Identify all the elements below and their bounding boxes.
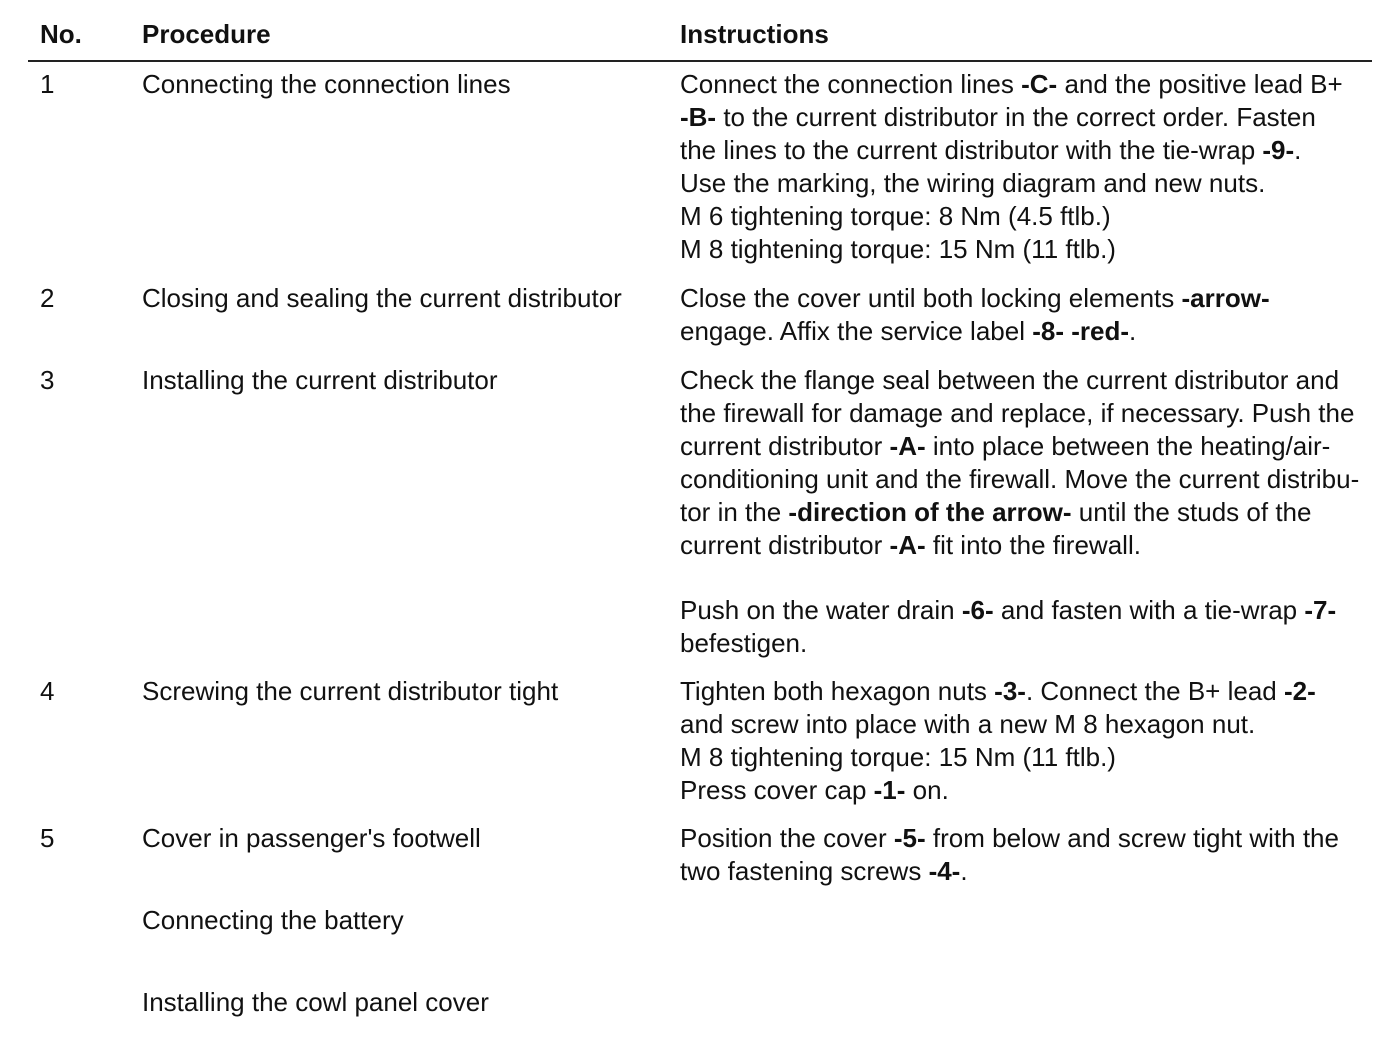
instruction-text: and fasten with a tie-wrap (993, 595, 1305, 625)
instruction-line (680, 282, 1370, 315)
part-reference: -3- (994, 676, 1026, 706)
instruction-text: current distributor (680, 431, 890, 461)
instruction-text: two fastening screws (680, 856, 929, 886)
instruction-text: tor in the (680, 497, 789, 527)
step-instructions (680, 282, 1370, 348)
instruction-text: to the current distributor in the correct order. Fasten (716, 102, 1316, 132)
instruction-text: M 6 tightening torque: 8 Nm (4.5 ftlb.) (680, 201, 1111, 231)
instruction-line (680, 397, 1370, 430)
instruction-text: current distributor (680, 530, 890, 560)
step-procedure: Installing the current distributor (142, 365, 498, 395)
instruction-line (680, 463, 1370, 496)
instruction-line (680, 233, 1370, 266)
instruction-line (680, 134, 1370, 167)
step-number: 2 (40, 283, 55, 313)
instruction-text: . Connect the B+ lead (1025, 676, 1284, 706)
instruction-text: Close the cover until both locking elements (680, 283, 1182, 313)
header-divider (28, 60, 1372, 62)
instruction-line (680, 68, 1370, 101)
part-reference: -red- (1071, 316, 1129, 346)
instruction-text: and the positive lead B+ (1057, 69, 1343, 99)
header-instructions: Instructions (680, 19, 829, 49)
part-reference: -A- (889, 431, 926, 461)
step-instructions (680, 364, 1370, 660)
instruction-line (680, 708, 1370, 741)
instruction-line (680, 364, 1370, 397)
part-reference: -6- (961, 595, 994, 625)
step-instructions (680, 822, 1370, 888)
instruction-text: the lines to the current distributor with the tie-wrap (680, 135, 1263, 165)
step-procedure: Cover in passenger's footwell (142, 823, 481, 853)
part-reference: -direction of the arrow- (788, 497, 1072, 527)
instruction-text: . (960, 856, 968, 886)
instruction-text: Tighten both hexagon nuts (680, 676, 995, 706)
part-reference: -2- (1283, 676, 1316, 706)
part-reference: -5- (893, 823, 926, 853)
instruction-text: Position the cover (680, 823, 894, 853)
instruction-line (680, 167, 1370, 200)
header-procedure: Procedure (142, 19, 271, 49)
part-reference: -arrow- (1181, 283, 1270, 313)
instruction-text: Press cover cap (680, 775, 874, 805)
instruction-text: M 8 tightening torque: 15 Nm (11 ftlb.) (680, 742, 1116, 772)
instruction-line (680, 675, 1370, 708)
instruction-line (680, 430, 1370, 463)
instruction-line (680, 529, 1370, 562)
step-instructions (680, 675, 1370, 807)
instruction-text: Connect the connection lines (680, 69, 1022, 99)
instruction-text: Check the flange seal between the current distributor and (680, 365, 1340, 395)
extra-step-install-cowl-panel: Installing the cowl panel cover (142, 987, 489, 1017)
instruction-text: the firewall for damage and replace, if necessary. Push the (680, 398, 1355, 428)
paragraph-gap (680, 562, 1370, 594)
step-instructions (680, 68, 1370, 266)
step-number: 4 (40, 676, 55, 706)
instruction-text: M 8 tightening torque: 15 Nm (11 ftlb.) (680, 234, 1116, 264)
instruction-text: . (1294, 135, 1302, 165)
part-reference: -7- (1304, 595, 1337, 625)
instruction-line (680, 315, 1370, 348)
part-reference: -1- (873, 775, 906, 805)
step-procedure: Screwing the current distributor tight (142, 676, 559, 706)
instruction-text: from below and screw tight with the (925, 823, 1339, 853)
instruction-line (680, 101, 1370, 134)
step-procedure: Closing and sealing the current distributor (142, 283, 622, 313)
instruction-text: Use the marking, the wiring diagram and new nuts. (680, 168, 1266, 198)
instruction-line (680, 855, 1370, 888)
instruction-text: on. (905, 775, 949, 805)
part-reference: -8- (1032, 316, 1064, 346)
step-number: 5 (40, 823, 55, 853)
part-reference: -C- (1021, 69, 1058, 99)
instruction-text: engage. Affix the service label (680, 316, 1033, 346)
instruction-line (680, 774, 1370, 807)
instruction-text: conditioning unit and the firewall. Move the current distribu- (680, 464, 1360, 494)
instruction-line (680, 627, 1370, 660)
instruction-text: and screw into place with a new M 8 hexagon nut. (680, 709, 1256, 739)
instruction-line (680, 594, 1370, 627)
instruction-text: Push on the water drain (680, 595, 962, 625)
part-reference: -B- (680, 102, 717, 132)
instruction-line (680, 741, 1370, 774)
instruction-text: . (1129, 316, 1137, 346)
part-reference: -4- (928, 856, 961, 886)
part-reference: -A- (889, 530, 926, 560)
instruction-text: befestigen. (680, 628, 808, 658)
step-number: 1 (40, 69, 55, 99)
instruction-line (680, 822, 1370, 855)
step-procedure: Connecting the connection lines (142, 69, 511, 99)
extra-step-connect-battery: Connecting the battery (142, 905, 404, 935)
header-no: No. (40, 19, 82, 49)
instruction-text: until the studs of the (1071, 497, 1312, 527)
instruction-line (680, 496, 1370, 529)
instruction-text: fit into the firewall. (925, 530, 1141, 560)
step-number: 3 (40, 365, 55, 395)
instruction-text: into place between the heating/air- (925, 431, 1331, 461)
part-reference: -9- (1262, 135, 1295, 165)
instruction-line (680, 200, 1370, 233)
